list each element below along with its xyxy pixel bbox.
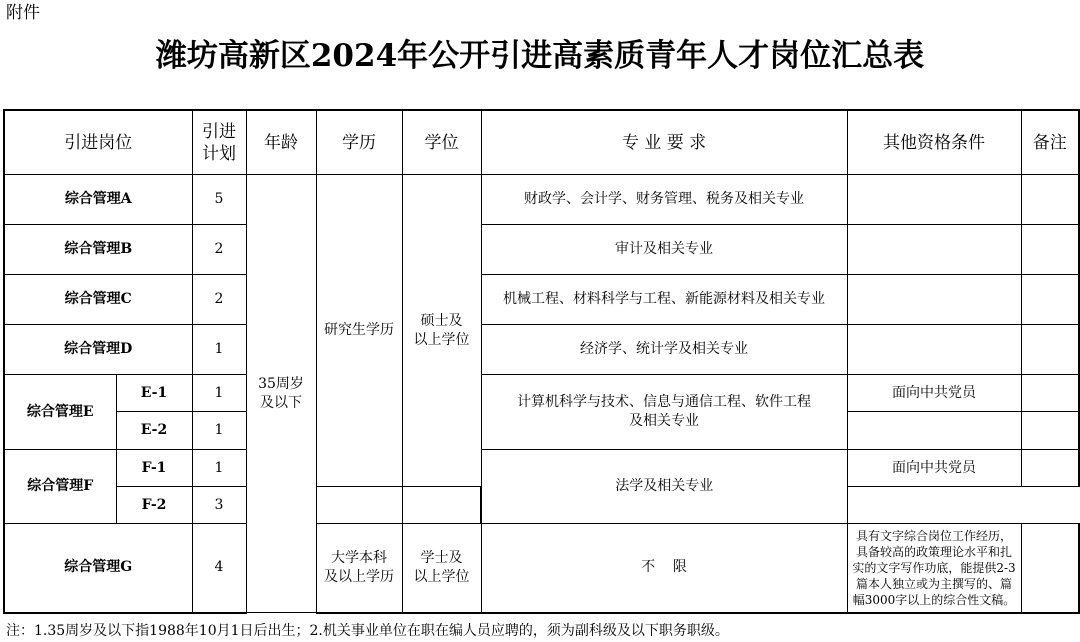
plan-count: 1 (192, 412, 246, 450)
header-post: 引进岗位 (4, 110, 192, 175)
other-qualification (847, 275, 1021, 325)
major-requirement: 经济学、统计学及相关专业 (481, 325, 847, 375)
other-qualification (847, 412, 1021, 450)
post-name-e: 综合管理E (4, 375, 116, 450)
major-requirement: 机械工程、材料科学与工程、新能源材料及相关专业 (481, 275, 847, 325)
remark (1021, 275, 1079, 325)
table-row (4, 450, 1079, 487)
header-education: 学历 (316, 110, 402, 175)
sub-post-code: E-2 (116, 412, 192, 450)
footnote: 注：1.35周岁及以下指1988年10月1日后出生；2.机关事业单位在职在编人员应聘的，须为副科级及以下职务职级。 (6, 623, 729, 639)
sub-post-code: E-1 (116, 375, 192, 412)
plan-count: 2 (192, 275, 246, 325)
sub-post-code: F-2 (116, 487, 192, 524)
post-name-b: 综合管理B (4, 225, 192, 275)
major-requirement: 财政学、会计学、财务管理、税务及相关专业 (481, 175, 847, 225)
table-row (4, 175, 1079, 225)
plan-count: 4 (192, 524, 246, 613)
plan-count: 1 (192, 450, 246, 487)
other-qualification (847, 225, 1021, 275)
table-header-row (4, 110, 1079, 175)
post-name-a: 综合管理A (4, 175, 192, 225)
shared-degree: 硕士及 以上学位 (402, 175, 481, 487)
page-title: 潍坊高新区2024年公开引进高素质青年人才岗位汇总表 (155, 38, 925, 74)
table-row (4, 325, 1079, 375)
remark (1021, 175, 1079, 225)
post-name-d: 综合管理D (4, 325, 192, 375)
other-qualification (847, 325, 1021, 375)
header-other: 其他资格条件 (847, 110, 1021, 175)
other-qualification: 具有文字综合岗位工作经历，具备较高的政策理论水平和扎实的文字写作功底，能提供2-3篇本人独立或为主撰写的、篇幅3000字以上的综合性文稿。 (847, 524, 1021, 613)
table-row (4, 524, 1079, 613)
header-major: 专 业 要 求 (481, 110, 847, 175)
attachment-label: 附件 (6, 3, 40, 23)
remark (1021, 225, 1079, 275)
degree-g: 学士及 以上学位 (402, 524, 481, 613)
education-g: 大学本科 及以上学历 (316, 524, 402, 613)
remark (1021, 325, 1079, 375)
header-degree: 学位 (402, 110, 481, 175)
other-qualification: 面向中共党员 (847, 375, 1021, 412)
header-remark: 备注 (1021, 110, 1079, 175)
remark (1021, 524, 1079, 613)
plan-count: 1 (192, 325, 246, 375)
remark (1021, 450, 1079, 487)
other-qualification (316, 487, 402, 524)
post-name-g: 综合管理G (4, 524, 192, 613)
sub-post-code: F-1 (116, 450, 192, 487)
header-age: 年龄 (246, 110, 316, 175)
remark (1021, 375, 1079, 412)
major-requirement: 审计及相关专业 (481, 225, 847, 275)
plan-count: 5 (192, 175, 246, 225)
header-plan: 引进 计划 (192, 110, 246, 175)
other-qualification (847, 175, 1021, 225)
plan-count: 3 (192, 487, 246, 524)
table-row (4, 275, 1079, 325)
remark (402, 487, 481, 524)
post-name-c: 综合管理C (4, 275, 192, 325)
table-row (4, 225, 1079, 275)
table-row (4, 375, 1079, 412)
major-requirement: 计算机科学与技术、信息与通信工程、软件工程 及相关专业 (481, 375, 847, 450)
major-requirement: 不 限 (481, 524, 847, 613)
remark (1021, 412, 1079, 450)
shared-age: 35周岁 及以下 (246, 175, 316, 613)
plan-count: 1 (192, 375, 246, 412)
major-requirement: 法学及相关专业 (481, 450, 847, 524)
shared-education: 研究生学历 (316, 175, 402, 487)
plan-count: 2 (192, 225, 246, 275)
other-qualification: 面向中共党员 (847, 450, 1021, 487)
post-name-f: 综合管理F (4, 450, 116, 524)
positions-table (3, 109, 1080, 614)
